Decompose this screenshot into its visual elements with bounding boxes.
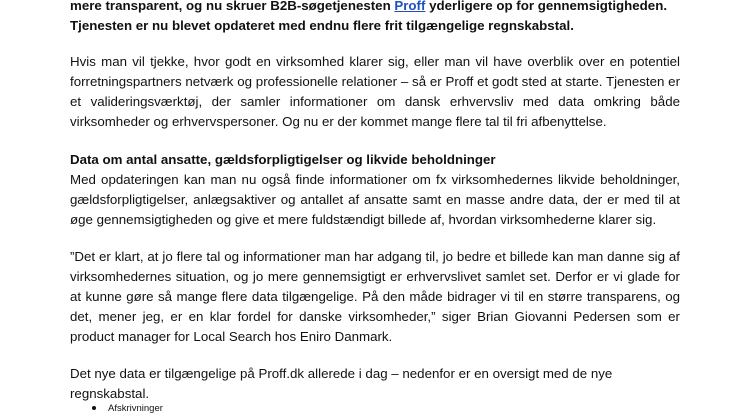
paragraph-update-details: Med opdateringen kan man nu også finde informationer om fx virksomhedernes likvide beholdninger, gældsforpligtigelser, anlægsaktiver og antallet af ansatte samt en masse andre data, der er med til at øge gennemsigtigheden og give et mere fuldstændigt billede af, hvordan virksomhederne klarer sig. bbox=[70, 172, 680, 227]
intro-text-end: yderligere op for gennemsigtigheden. Tjenesten er nu blevet opdateret med endnu flere frit tilgængelige regnskabstal. bbox=[70, 0, 668, 33]
list-item bbox=[92, 402, 163, 416]
list-item-label: Afskrivninger bbox=[108, 403, 163, 414]
paragraph-proff-overview: Hvis man vil tjekke, hvor godt en virksomhed klarer sig, eller man vil have overblik over en potentiel forretningspartners netværk og professionelle relationer – så er Proff et godt sted at starte. Tjenesten er et valideringsværktøj, der samler informationer om dansk erhvervsliv med data omkring både virksomheder og erhvervspersoner. Og nu er der kommet mange flere tal til fri afbenyttelse. bbox=[70, 54, 680, 129]
paragraph-quote: ”Det er klart, at jo flere tal og informationer man har adgang til, jo bedre et billede kan man danne sig af virksomhedernes situation, og jo mere gennemsigtigt er erhvervslivet samlet set. Derfor er vi glade for at kunne gøre så mange flere data tilgængelige. På den måde bidrager vi til en større transparens, og det, mener jeg, er en klar fordel for danske virksomheder,” siger Brian Giovanni Pedersen som er product manager for Local Search hos Eniro Danmark. bbox=[70, 249, 680, 344]
intro-paragraph bbox=[70, 0, 680, 36]
bullet-icon bbox=[92, 406, 96, 410]
proff-link[interactable]: Proff bbox=[394, 0, 426, 13]
intro-text-start: mere transparent, og nu skruer B2B-søgetjenesten bbox=[70, 0, 395, 13]
section-heading: Data om antal ansatte, gældsforpligtigelser og likvide beholdninger bbox=[70, 152, 496, 167]
paragraph-availability: Det nye data er tilgængelige på Proff.dk allerede i dag – nedenfor er en oversigt med de nye regnskabstal. bbox=[70, 366, 613, 401]
